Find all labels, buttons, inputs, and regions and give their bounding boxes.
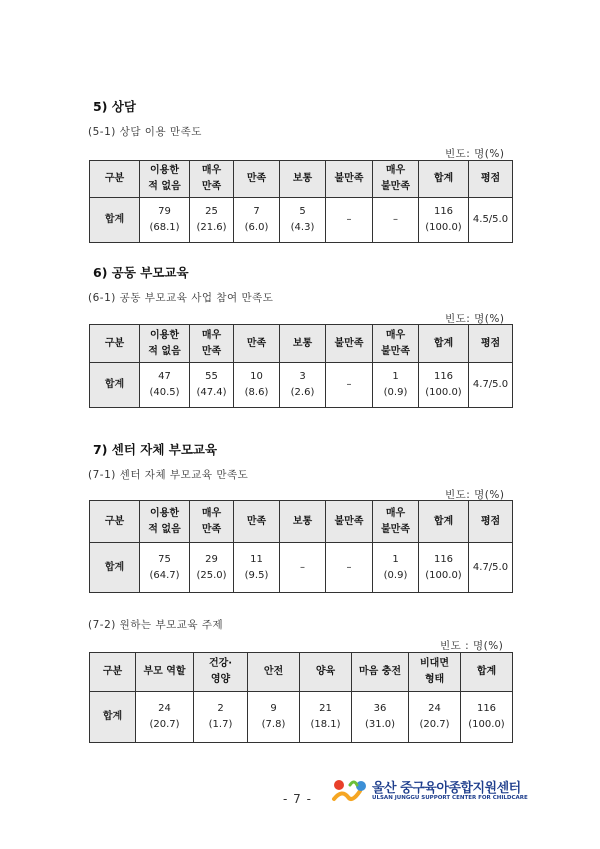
header-cell <box>326 501 373 543</box>
header-cell <box>190 161 234 198</box>
header-cell <box>419 161 469 198</box>
org-name: 울산 중구육아종합지원센터 <box>372 781 521 796</box>
data-cell <box>373 198 419 243</box>
header-cell <box>248 653 300 692</box>
cell-value: 47 <box>158 371 171 382</box>
data-cell <box>280 543 326 593</box>
header-text: 매우 <box>201 507 222 519</box>
cell-value: 116 <box>433 206 454 217</box>
header-text: 평점 <box>480 173 501 184</box>
data-cell <box>190 198 234 243</box>
data-cell <box>373 543 419 593</box>
header-cell <box>234 325 280 363</box>
data-cell <box>248 692 300 743</box>
data-cell <box>419 198 469 243</box>
header-cell <box>469 325 513 363</box>
table-7-2 <box>89 652 513 743</box>
header-text: 만족 <box>246 337 267 349</box>
header-text: 보통 <box>292 337 313 349</box>
cell-value: (68.1) <box>149 222 180 233</box>
header-cell <box>234 161 280 198</box>
data-cell <box>234 198 280 243</box>
data-cell <box>234 543 280 593</box>
data-cell <box>419 543 469 593</box>
header-text: 합계 <box>433 337 454 349</box>
data-cell <box>280 198 326 243</box>
header-cell <box>90 325 140 363</box>
data-cell <box>326 543 373 593</box>
cell-value: 3 <box>299 371 306 382</box>
header-text: 구분 <box>104 515 125 527</box>
cell-value: – <box>346 379 352 390</box>
cell-value: (100.0) <box>425 222 462 233</box>
cell-value: (1.7) <box>208 719 233 730</box>
header-cell <box>190 325 234 363</box>
cell-value: (4.3) <box>290 222 315 233</box>
data-cell <box>469 543 513 593</box>
header-cell <box>373 325 419 363</box>
row-label: 합계 <box>90 692 136 743</box>
header-cell <box>419 325 469 363</box>
data-cell <box>190 363 234 408</box>
section-6-1-subtitle: (6-1) 공동 부모교육 사업 참여 만족도 <box>88 292 274 304</box>
cell-value: (31.0) <box>364 719 396 730</box>
header-text: 매우 <box>385 507 406 519</box>
row-label: 합계 <box>90 363 140 408</box>
cell-value: 1 <box>392 371 399 382</box>
header-text: 보통 <box>292 515 313 527</box>
cell-value: 11 <box>250 553 263 565</box>
page-number: - 7 - <box>283 792 312 806</box>
cell-value: – <box>346 214 352 225</box>
header-cell <box>469 501 513 543</box>
header-text: 평점 <box>480 337 501 349</box>
header-text: 매우 <box>201 165 222 176</box>
cell-value: 10 <box>250 371 263 382</box>
header-text: 합계 <box>433 515 454 527</box>
header-cell <box>419 501 469 543</box>
header-cell <box>326 325 373 363</box>
cell-value: 7 <box>253 206 260 217</box>
table-6-1 <box>89 324 513 408</box>
header-text: 구분 <box>102 666 123 677</box>
header-text: 만족 <box>246 173 267 184</box>
header-text: 매우 <box>385 165 406 176</box>
header-text: 형태 <box>424 674 445 685</box>
data-cell <box>140 543 190 593</box>
header-text: 평점 <box>480 515 501 527</box>
header-text: 적 없음 <box>148 181 181 192</box>
cell-value: (47.4) <box>196 387 227 398</box>
cell-value: – <box>346 561 352 573</box>
cell-value: (20.7) <box>149 719 180 730</box>
cell-value: – <box>393 214 398 225</box>
cell-value: (21.6) <box>196 222 227 233</box>
header-cell <box>90 653 136 692</box>
cell-value: 116 <box>433 371 454 382</box>
data-cell <box>352 692 409 743</box>
cell-value: 9 <box>270 703 277 714</box>
section-6-unit: 빈도: 명(%) <box>445 313 505 325</box>
header-text: 영양 <box>210 674 231 685</box>
header-cell <box>326 161 373 198</box>
header-cell <box>140 325 190 363</box>
table-7-1 <box>89 500 513 593</box>
cell-value: (25.0) <box>196 569 227 581</box>
header-cell <box>190 501 234 543</box>
cell-value: (0.9) <box>383 387 408 398</box>
header-text: 만족 <box>201 181 222 192</box>
cell-value: 75 <box>158 553 171 565</box>
header-cell <box>352 653 409 692</box>
section-7-2-subtitle: (7-2) 원하는 부모교육 주제 <box>88 619 224 631</box>
header-text: 보통 <box>292 173 313 184</box>
header-cell <box>234 501 280 543</box>
cell-value: 36 <box>373 703 387 714</box>
cell-value: (100.0) <box>468 719 505 730</box>
cell-value: (6.0) <box>244 222 269 233</box>
section-7-1-subtitle: (7-1) 센터 자체 부모교육 만족도 <box>88 469 249 481</box>
section-5-1-subtitle: (5-1) 상담 이용 만족도 <box>88 126 202 138</box>
data-cell <box>194 692 248 743</box>
header-cell <box>373 161 419 198</box>
data-cell <box>190 543 234 593</box>
data-cell <box>409 692 461 743</box>
cell-value: (64.7) <box>149 569 180 581</box>
header-text: 만족 <box>201 345 222 357</box>
header-cell <box>90 161 140 198</box>
cell-value: 5 <box>299 206 306 217</box>
cell-value: (2.6) <box>290 387 315 398</box>
header-cell <box>409 653 461 692</box>
section-5-title: 5) 상담 <box>93 99 136 114</box>
header-text: 부모 역할 <box>143 666 186 677</box>
row-label: 합계 <box>90 198 140 243</box>
org-logo <box>330 777 528 807</box>
cell-value: 4.5/5.0 <box>472 214 509 225</box>
section-7-unit: 빈도: 명(%) <box>445 489 505 501</box>
header-text: 매우 <box>385 329 406 341</box>
header-text: 불만족 <box>334 515 364 527</box>
cell-value: 25 <box>205 206 218 217</box>
row-label: 합계 <box>90 543 140 593</box>
header-text: 합계 <box>433 173 454 184</box>
data-cell <box>140 363 190 408</box>
header-text: 불만족 <box>381 181 410 192</box>
cell-value: 79 <box>158 206 171 217</box>
header-cell <box>280 325 326 363</box>
header-text: 이용한 <box>150 507 179 519</box>
data-cell <box>419 363 469 408</box>
header-text: 적 없음 <box>148 523 181 535</box>
header-cell <box>461 653 513 692</box>
cell-value: (18.1) <box>310 719 341 730</box>
cell-value: (100.0) <box>425 387 462 398</box>
cell-value: 116 <box>476 703 497 714</box>
cell-value: (8.6) <box>244 387 269 398</box>
header-cell <box>300 653 352 692</box>
cell-value: 4.7/5.0 <box>472 561 509 573</box>
header-text: 마음 충전 <box>358 666 402 677</box>
data-cell <box>461 692 513 743</box>
header-text: 양육 <box>315 666 336 677</box>
section-7-title: 7) 센터 자체 부모교육 <box>93 442 218 457</box>
section-6-title: 6) 공동 부모교육 <box>93 265 189 280</box>
data-cell <box>140 198 190 243</box>
cell-value: (20.7) <box>419 719 450 730</box>
header-cell <box>469 161 513 198</box>
data-cell <box>234 363 280 408</box>
header-cell <box>140 161 190 198</box>
data-cell <box>469 363 513 408</box>
cell-value: 4.7/5.0 <box>472 379 509 390</box>
header-text: 비대면 <box>420 658 449 669</box>
data-cell <box>469 198 513 243</box>
org-subtitle: ULSAN JUNGGU SUPPORT CENTER FOR CHILDCARE <box>372 795 528 801</box>
cell-value: – <box>300 561 305 573</box>
header-cell <box>194 653 248 692</box>
cell-value: 29 <box>205 553 218 565</box>
header-cell <box>140 501 190 543</box>
cell-value: 24 <box>428 703 441 714</box>
section-5-unit: 빈도: 명(%) <box>445 148 505 160</box>
header-text: 불만족 <box>381 345 410 357</box>
cell-value: (0.9) <box>383 569 408 581</box>
cell-value: 21 <box>319 703 332 714</box>
header-text: 만족 <box>201 523 222 535</box>
header-cell <box>90 501 140 543</box>
cell-value: (7.8) <box>261 719 286 730</box>
data-cell <box>136 692 194 743</box>
cell-value: 116 <box>433 553 454 565</box>
data-cell <box>373 363 419 408</box>
data-cell <box>280 363 326 408</box>
header-text: 이용한 <box>150 165 179 176</box>
cell-value: (100.0) <box>425 569 462 581</box>
cell-value: 55 <box>205 371 218 382</box>
header-cell <box>280 161 326 198</box>
header-text: 불만족 <box>334 337 364 349</box>
header-text: 적 없음 <box>148 345 181 357</box>
section-7-2-unit: 빈도 : 명(%) <box>440 640 504 652</box>
table-5-1 <box>89 160 513 243</box>
header-text: 구분 <box>104 173 125 184</box>
cell-value: (40.5) <box>149 387 180 398</box>
header-text: 구분 <box>104 337 125 349</box>
org-logo-icon <box>330 777 370 807</box>
header-text: 건강· <box>208 658 233 669</box>
cell-value: 24 <box>158 703 171 714</box>
header-text: 만족 <box>246 515 267 527</box>
header-text: 불만족 <box>334 173 364 184</box>
data-cell <box>300 692 352 743</box>
header-text: 불만족 <box>381 523 410 535</box>
cell-value: 2 <box>217 703 224 714</box>
data-cell <box>326 363 373 408</box>
header-cell <box>280 501 326 543</box>
header-text: 이용한 <box>150 329 179 341</box>
cell-value: 1 <box>392 553 399 565</box>
header-cell <box>373 501 419 543</box>
cell-value: (9.5) <box>244 569 269 581</box>
header-text: 매우 <box>201 329 222 341</box>
header-cell <box>136 653 194 692</box>
data-cell <box>326 198 373 243</box>
header-text: 안전 <box>263 666 284 677</box>
header-text: 합계 <box>476 666 497 677</box>
